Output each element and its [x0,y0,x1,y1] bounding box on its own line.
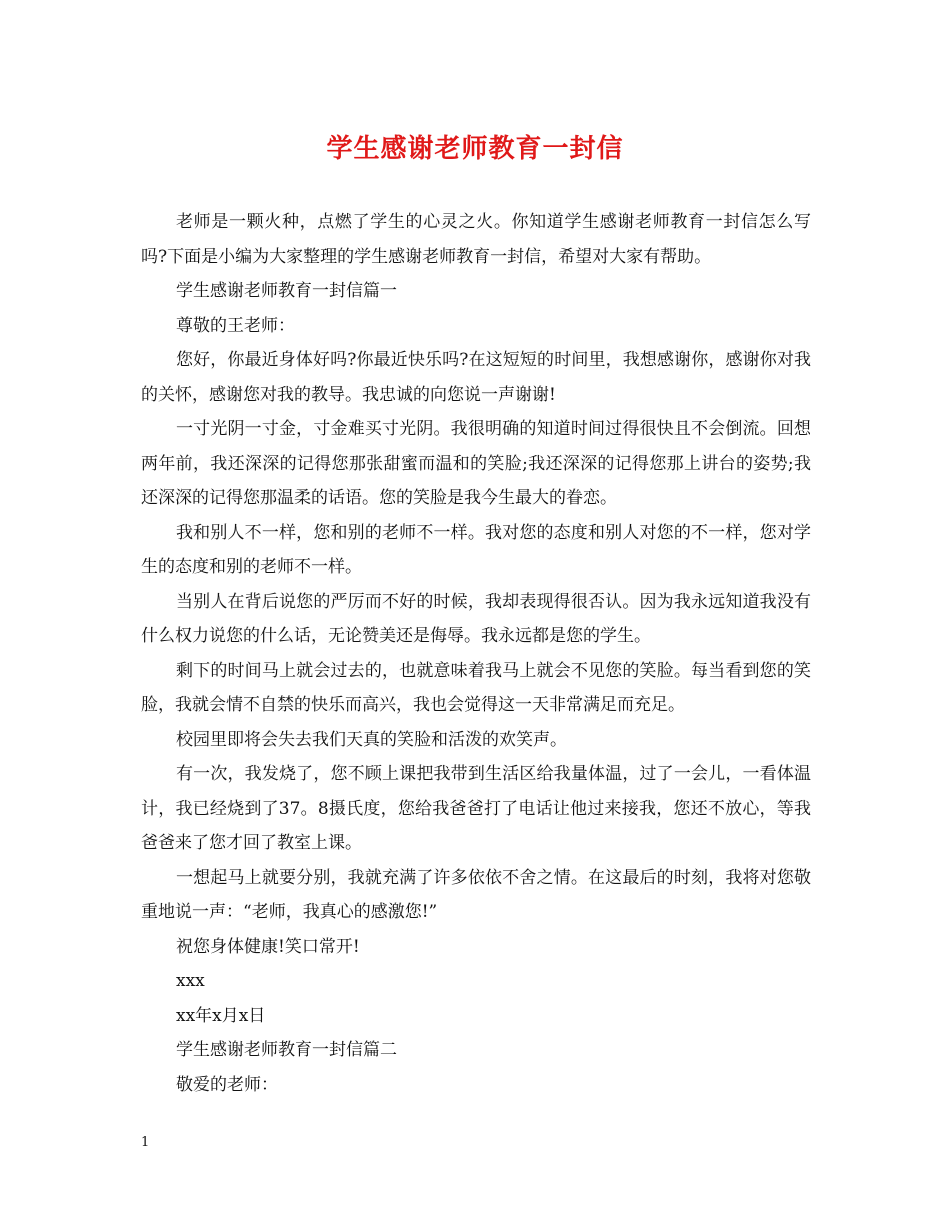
salutation: 尊敬的王老师： [176,315,295,336]
paragraph: 老师是一颗火种，点燃了学生的心灵之火。你知道学生感谢老师教育一封信怎么写吗?下面是小编为大家整理的学生感谢老师教育一封信，希望对大家有帮助。 [141,212,811,267]
paragraph: 我和别人不一样，您和别的老师不一样。我对您的态度和别人对您的不一样，您对学生的态度和别的老师不一样。 [141,522,811,577]
paragraph: 一想起马上就要分别，我就充满了许多依依不舍之情。在这最后的时刻，我将对您敬重地说一声：“老师，我真心的感激您!” [141,867,811,922]
salutation: 敬爱的老师： [176,1074,278,1095]
letter-body [141,205,811,1102]
closing-wish: 祝您身体健康!笑口常开! [176,936,360,957]
section-heading: 学生感谢老师教育一封信篇二 [176,1040,397,1060]
section-heading: 学生感谢老师教育一封信篇一 [176,281,397,301]
paragraph: 校园里即将会失去我们天真的笑脸和活泼的欢笑声。 [176,729,567,750]
page-title: 学生感谢老师教育一封信 [326,134,624,164]
paragraph: 剩下的时间马上就会过去的，也就意味着我马上就会不见您的笑脸。每当看到您的笑脸，我就会情不自禁的快乐而高兴，我也会觉得这一天非常满足而充足。 [141,660,811,715]
paragraph: 一寸光阴一寸金，寸金难买寸光阴。我很明确的知道时间过得很快且不会倒流。回想两年前，我还深深的记得您那张甜蜜而温和的笑脸;我还深深的记得您那上讲台的姿势;我还深深的记得您那温柔的话语。您的笑脸是我今生最大的眷恋。 [141,419,811,508]
paragraph: 有一次，我发烧了，您不顾上课把我带到生活区给我量体温，过了一会儿，一看体温计，我已经烧到了37。8摄氏度，您给我爸爸打了电话让他过来接我，您还不放心，等我爸爸来了您才回了教室上课。 [141,764,811,853]
paragraph: 当别人在背后说您的严厉而不好的时候，我却表现得很否认。因为我永远知道我没有什么权力说您的什么话，无论赞美还是侮辱。我永远都是您的学生。 [141,591,811,646]
paragraph: 您好，你最近身体好吗?你最近快乐吗?在这短短的时间里，我想感谢你，感谢你对我的关怀，感谢您对我的教导。我忠诚的向您说一声谢谢! [141,350,811,405]
date-line: xx年x月x日 [176,1005,266,1026]
signature: xxx [176,971,205,991]
page-number: 1 [141,1135,150,1150]
